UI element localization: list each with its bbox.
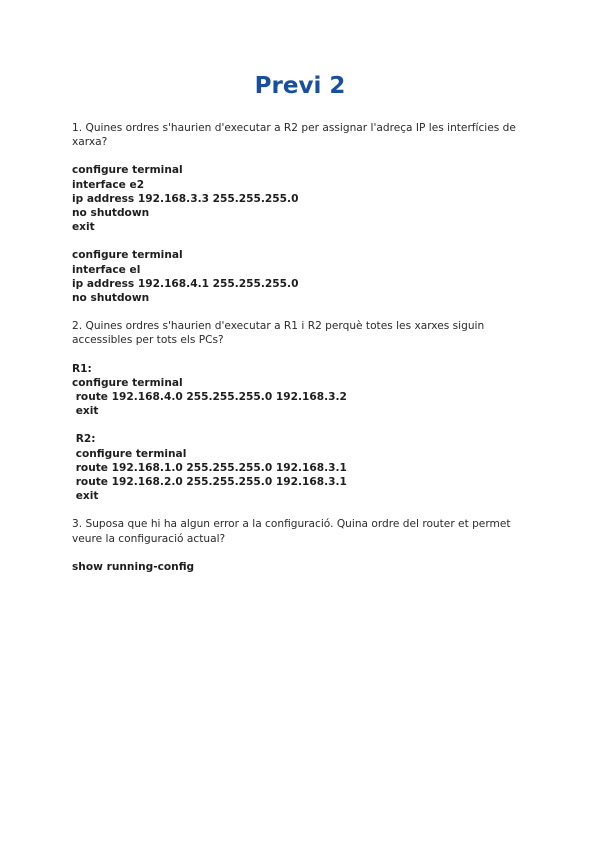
document-body	[72, 121, 542, 574]
answer-2-r1-code	[72, 362, 542, 419]
code-line: R2:	[72, 433, 96, 446]
code-line: exit	[72, 490, 99, 503]
code-line: ip address 192.168.3.3 255.255.255.0	[72, 192, 299, 205]
code-line: interface e2	[72, 178, 145, 191]
code-line: route 192.168.1.0 255.255.255.0 192.168.3.1	[72, 461, 347, 474]
code-line: exit	[72, 221, 95, 234]
code-line: exit	[72, 405, 99, 418]
answer-1b-code	[72, 248, 542, 305]
code-line: configure terminal	[72, 249, 183, 262]
code-line: configure terminal	[72, 376, 183, 389]
question-1: 1. Quines ordres s'haurien d'executar a R2 per assignar l'adreça IP les interfícies de xarxa?	[72, 122, 516, 149]
answer-3-code	[72, 560, 542, 574]
code-line: route 192.168.4.0 255.255.255.0 192.168.3.2	[72, 391, 347, 404]
code-line: no shutdown	[72, 207, 150, 220]
question-3: 3. Suposa que hi ha algun error a la configuració. Quina ordre del router et permet veure la configuració actual?	[72, 518, 511, 545]
code-line: no shutdown	[72, 292, 150, 305]
code-line: configure terminal	[72, 447, 187, 460]
code-line: configure terminal	[72, 164, 183, 177]
question-2: 2. Quines ordres s'haurien d'executar a R1 i R2 perquè totes les xarxes siguin accessibles per tots els PCs?	[72, 320, 485, 347]
code-line: show running-config	[72, 560, 195, 573]
answer-2-r2-code	[72, 432, 542, 503]
answer-1a-code	[72, 163, 542, 234]
code-line: route 192.168.2.0 255.255.255.0 192.168.3.1	[72, 476, 347, 489]
code-line: R1:	[72, 362, 92, 375]
page-title: Previ 2	[254, 73, 346, 99]
code-line: ip address 192.168.4.1 255.255.255.0	[72, 277, 299, 290]
code-line: interface el	[72, 263, 141, 276]
